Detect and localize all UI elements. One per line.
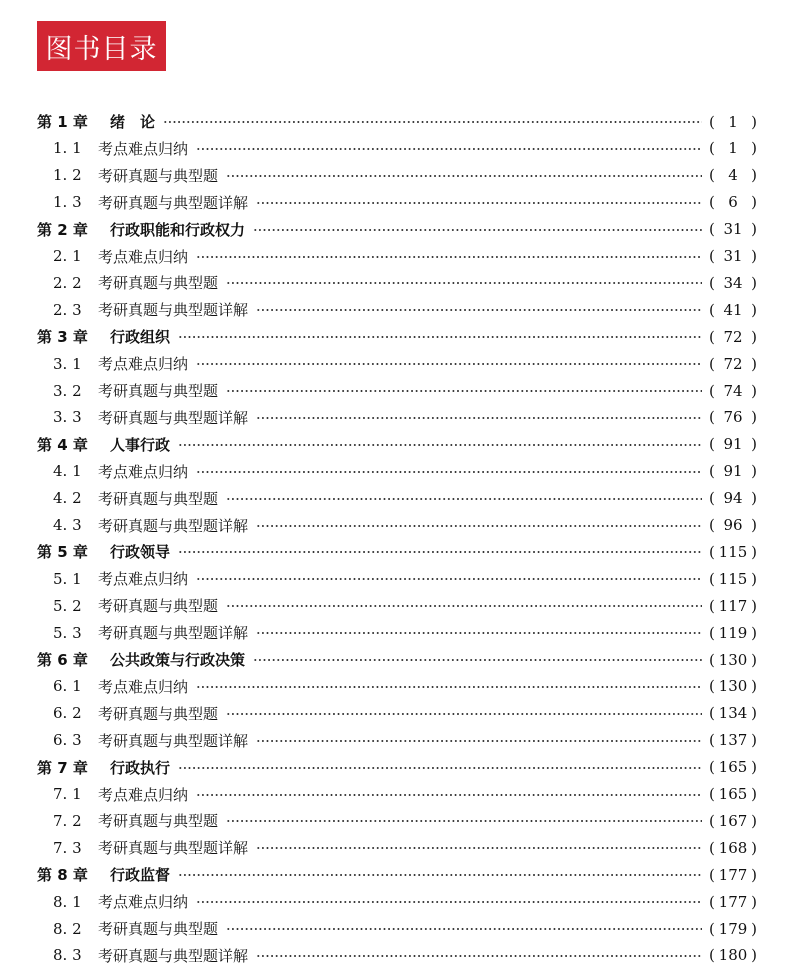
section-title: 考研真题与典型题详解 [98, 516, 249, 535]
toc-chapter-row [0, 323, 790, 350]
page-title: 图书目录 [37, 21, 166, 71]
dot-leader [253, 659, 702, 661]
page-number-value: 115 [718, 542, 748, 561]
toc-section-row [0, 350, 790, 377]
toc-section-row [0, 915, 790, 942]
page-number: ( 177 ) [709, 892, 757, 911]
section-title: 考研真题与典型题详解 [98, 839, 249, 858]
section-number: 4. 3 [53, 516, 82, 534]
page-number: ( 165 ) [709, 785, 757, 803]
chapter-number: 第 7 章 [37, 758, 88, 777]
page-number-value: 167 [718, 811, 748, 830]
section-title: 考研真题与典型题详解 [98, 624, 249, 643]
page-number: ( 94 ) [709, 489, 757, 508]
toc-section-row [0, 888, 790, 915]
dot-leader [256, 202, 702, 204]
toc-section-row [0, 565, 790, 592]
page-number-value: 91 [723, 462, 743, 481]
dot-leader [256, 740, 702, 742]
toc-section-row [0, 673, 790, 700]
toc-section-row [0, 727, 790, 754]
dot-leader [196, 256, 702, 258]
section-title: 考点难点归纳 [98, 355, 189, 374]
dot-leader [178, 336, 702, 338]
dot-leader [196, 363, 702, 365]
chapter-title: 行政执行 [110, 758, 171, 777]
page-number: ( 137 ) [709, 731, 757, 750]
section-number: 4. 2 [53, 489, 82, 508]
page-number: ( 115 ) [709, 542, 757, 561]
section-title: 考点难点归纳 [98, 247, 189, 266]
page-number-value: 94 [723, 489, 743, 508]
section-number: 5. 1 [53, 569, 82, 588]
dot-leader [196, 686, 702, 688]
page-number: ( 4 ) [709, 166, 757, 185]
page-number-value: 72 [723, 354, 743, 373]
toc-section-row [0, 243, 790, 270]
toc-section-row [0, 458, 790, 485]
page-number-value: 165 [718, 758, 748, 777]
section-number: 3. 3 [53, 408, 82, 427]
dot-leader [256, 955, 702, 957]
section-number: 5. 2 [53, 596, 82, 615]
toc-section-row [0, 135, 790, 162]
section-number: 2. 1 [53, 247, 82, 265]
section-number: 8. 1 [53, 892, 82, 911]
dot-leader [226, 713, 702, 715]
page-number: ( 130 ) [709, 677, 757, 696]
toc-section-row [0, 404, 790, 431]
page-number-value: 165 [718, 785, 748, 803]
page-number: ( 72 ) [709, 354, 757, 373]
section-title: 考研真题与典型题 [98, 166, 219, 185]
section-title: 考研真题与典型题 [98, 812, 219, 831]
dot-leader [178, 444, 702, 446]
page-number-value: 134 [718, 704, 748, 723]
toc-section-row [0, 485, 790, 512]
page-number: ( 117 ) [709, 596, 757, 615]
section-number: 8. 2 [53, 919, 82, 938]
section-title: 考研真题与典型题详解 [98, 408, 249, 427]
page-number-value: 117 [718, 596, 748, 615]
toc-chapter-row [0, 108, 790, 135]
toc-section-row [0, 377, 790, 404]
dot-leader [253, 229, 702, 231]
page-number: ( 6 ) [709, 193, 757, 212]
page-number: ( 96 ) [709, 516, 757, 534]
page-number-value: 177 [718, 892, 748, 911]
page-number-value: 6 [728, 193, 738, 212]
toc-chapter-row [0, 538, 790, 565]
chapter-title: 绪 论 [110, 113, 156, 131]
dot-leader [226, 282, 702, 284]
section-title: 考点难点归纳 [98, 893, 189, 912]
section-title: 考点难点归纳 [98, 570, 189, 589]
dot-leader [196, 578, 702, 580]
toc-section-row [0, 781, 790, 808]
chapter-number: 第 4 章 [37, 435, 88, 454]
page-number-value: 74 [723, 381, 743, 400]
dot-leader [226, 820, 702, 822]
section-title: 考研真题与典型题详解 [98, 946, 249, 965]
section-number: 7. 2 [53, 811, 82, 830]
toc-section-row [0, 807, 790, 834]
section-title: 考研真题与典型题 [98, 704, 219, 723]
section-title: 考研真题与典型题 [98, 382, 219, 400]
section-number: 3. 1 [53, 354, 82, 373]
toc-section-row [0, 592, 790, 619]
page-number-value: 96 [723, 516, 743, 534]
chapter-number: 第 1 章 [37, 113, 88, 131]
page-number-value: 4 [728, 166, 738, 185]
section-number: 1. 2 [53, 166, 82, 185]
page-number: ( 1 ) [709, 139, 757, 158]
section-title: 考点难点归纳 [98, 462, 189, 481]
section-number: 1. 1 [53, 139, 82, 158]
toc-section-row [0, 619, 790, 646]
chapter-number: 第 5 章 [37, 543, 88, 562]
chapter-title: 人事行政 [110, 435, 171, 454]
dot-leader [256, 632, 702, 634]
toc-section-row [0, 269, 790, 296]
section-title: 考研真题与典型题详解 [98, 193, 249, 212]
page-number: ( 74 ) [709, 381, 757, 400]
dot-leader [196, 148, 702, 150]
page-number: ( 130 ) [709, 650, 757, 669]
page-number: ( 180 ) [709, 946, 757, 965]
toc-section-row [0, 189, 790, 216]
section-title: 考研真题与典型题详解 [98, 731, 249, 750]
page-number-value: 130 [718, 677, 748, 696]
page-number: ( 134 ) [709, 704, 757, 723]
toc-chapter-row [0, 754, 790, 781]
section-number: 2. 2 [53, 273, 82, 292]
dot-leader [256, 525, 702, 527]
page-number-value: 41 [723, 300, 743, 319]
toc-section-row [0, 296, 790, 323]
dot-leader [256, 309, 702, 311]
page-number: ( 119 ) [709, 623, 757, 642]
dot-leader [196, 471, 702, 473]
page-number-value: 168 [718, 838, 748, 857]
section-title: 考研真题与典型题 [98, 920, 219, 938]
section-number: 4. 1 [53, 462, 82, 481]
page-number-value: 1 [728, 112, 738, 131]
section-number: 8. 3 [53, 946, 82, 965]
section-title: 考研真题与典型题 [98, 489, 219, 508]
section-title: 考点难点归纳 [98, 785, 189, 804]
section-number: 6. 3 [53, 731, 82, 750]
page-number-value: 72 [723, 327, 743, 346]
chapter-number: 第 6 章 [37, 651, 88, 669]
page-number-value: 34 [723, 273, 743, 292]
toc-chapter-row [0, 431, 790, 458]
chapter-title: 行政监督 [110, 866, 171, 885]
page-number-value: 91 [723, 435, 743, 454]
page-number: ( 76 ) [709, 408, 757, 427]
dot-leader [196, 794, 702, 796]
dot-leader [226, 498, 702, 500]
section-title: 考点难点归纳 [98, 139, 189, 158]
page-number: ( 167 ) [709, 811, 757, 830]
section-number: 3. 2 [53, 381, 82, 400]
page-number-value: 177 [718, 865, 748, 884]
section-number: 6. 2 [53, 704, 82, 723]
page-number-value: 1 [728, 139, 738, 158]
page-number-value: 137 [718, 731, 748, 750]
section-number: 7. 3 [53, 838, 82, 857]
page-number-value: 180 [718, 946, 748, 965]
chapter-title: 行政职能和行政权力 [110, 220, 246, 239]
chapter-title: 行政组织 [110, 328, 171, 347]
page-number: ( 115 ) [709, 569, 757, 588]
dot-leader [178, 551, 702, 553]
section-title: 考研真题与典型题 [98, 274, 219, 293]
dot-leader [196, 901, 702, 903]
dot-leader [256, 847, 702, 849]
page-number-value: 76 [723, 408, 743, 427]
section-title: 考研真题与典型题详解 [98, 301, 249, 320]
section-number: 7. 1 [53, 785, 82, 803]
toc-section-row [0, 512, 790, 539]
section-title: 考研真题与典型题 [98, 597, 219, 616]
dot-leader [178, 874, 702, 876]
chapter-title: 行政领导 [110, 543, 171, 562]
chapter-number: 第 8 章 [37, 866, 88, 885]
toc-chapter-row [0, 646, 790, 673]
page-number: ( 179 ) [709, 919, 757, 938]
page-number-value: 130 [718, 650, 748, 669]
chapter-number: 第 2 章 [37, 220, 88, 239]
page-number: ( 72 ) [709, 327, 757, 346]
toc-section-row [0, 700, 790, 727]
page-number: ( 34 ) [709, 273, 757, 292]
dot-leader [256, 417, 702, 419]
toc-chapter-row [0, 861, 790, 888]
section-number: 1. 3 [53, 193, 82, 212]
page-number: ( 1 ) [709, 112, 757, 131]
page-number: ( 31 ) [709, 220, 757, 239]
chapter-title: 公共政策与行政决策 [110, 651, 246, 669]
page-number: ( 91 ) [709, 462, 757, 481]
toc-section-row [0, 162, 790, 189]
section-title: 考点难点归纳 [98, 677, 189, 696]
page-number-value: 115 [718, 569, 748, 588]
page-number: ( 177 ) [709, 865, 757, 884]
dot-leader [178, 767, 702, 769]
page-number: ( 31 ) [709, 247, 757, 265]
page-number: ( 91 ) [709, 435, 757, 454]
section-number: 2. 3 [53, 300, 82, 319]
dot-leader [226, 390, 702, 392]
toc-chapter-row [0, 216, 790, 243]
dot-leader [163, 121, 702, 123]
dot-leader [226, 175, 702, 177]
dot-leader [226, 605, 702, 607]
page-number-value: 31 [723, 247, 743, 265]
page-number: ( 165 ) [709, 758, 757, 777]
toc-section-row [0, 834, 790, 861]
chapter-number: 第 3 章 [37, 328, 88, 347]
page-number: ( 41 ) [709, 300, 757, 319]
page-number-value: 119 [718, 623, 748, 642]
page-number-value: 31 [723, 220, 743, 239]
dot-leader [226, 928, 702, 930]
section-number: 6. 1 [53, 677, 82, 696]
page-number: ( 168 ) [709, 838, 757, 857]
section-number: 5. 3 [53, 623, 82, 642]
page-number-value: 179 [718, 919, 748, 938]
